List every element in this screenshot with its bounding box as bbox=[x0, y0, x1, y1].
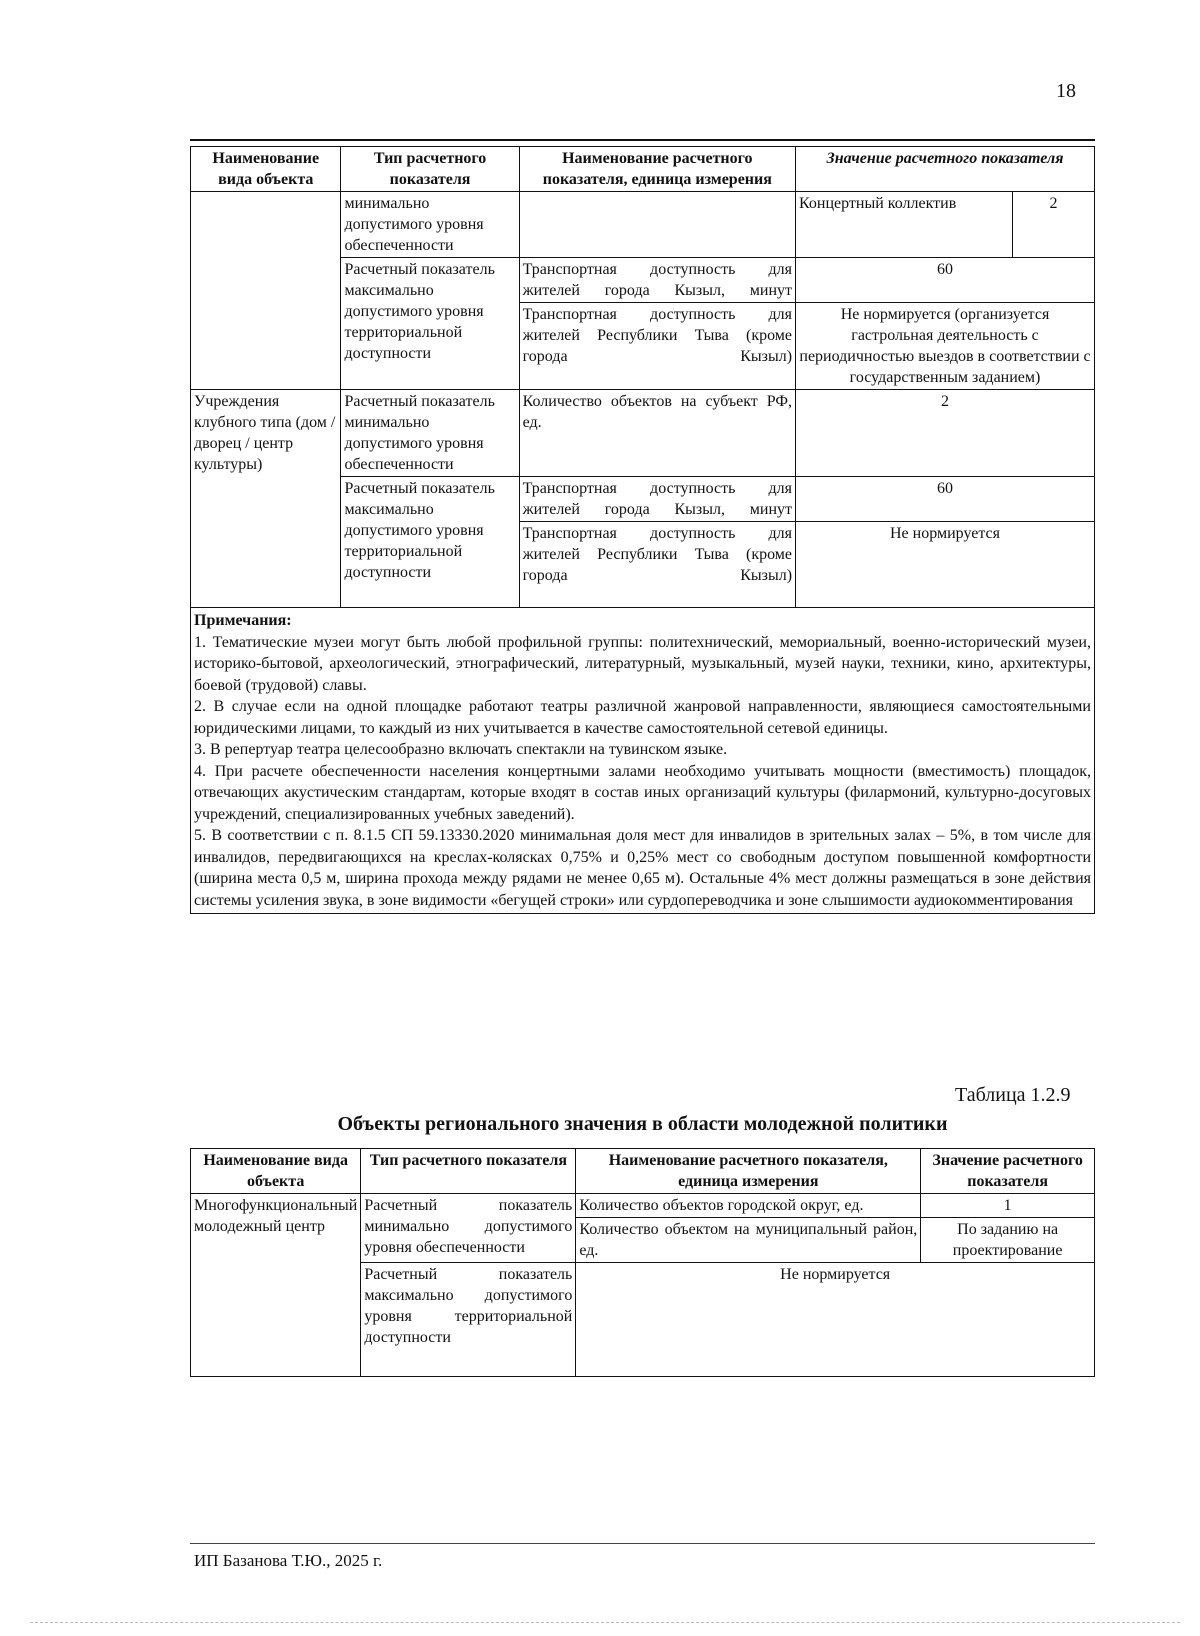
notes-row bbox=[191, 608, 1095, 914]
object-cell-empty bbox=[191, 192, 341, 390]
footer-rule bbox=[190, 1543, 1095, 1544]
footer-text: ИП Базанова Т.Ю., 2025 г. bbox=[194, 1551, 383, 1570]
table-title: Объекты регионального значения в области молодежной политики bbox=[337, 1113, 948, 1135]
page-number: 18 bbox=[1056, 80, 1076, 102]
type-cell: Расчетный показатель максимально допустимого уровня территориальной доступности bbox=[361, 1263, 576, 1377]
value-name-cell: Концертный коллектив bbox=[796, 192, 1013, 258]
indicator-cell: Транспортная доступность для жителей Республики Тыва (кроме города Кызыл) bbox=[519, 303, 795, 390]
indicator-cell: Количество объектом на муниципальный район, ед. bbox=[576, 1218, 921, 1263]
header-indicator: Наименование расчетного показателя, единица измерения bbox=[519, 147, 795, 192]
type-cell: Расчетный показатель максимально допустимого уровня территориальной доступности bbox=[341, 477, 519, 608]
youth-policy-table bbox=[190, 1148, 1095, 1377]
value-cell: 60 bbox=[796, 477, 1095, 522]
type-cell: минимально допустимого уровня обеспеченности bbox=[341, 192, 519, 258]
note-item: 3. В репертуар театра целесообразно включать спектакли на тувинском языке. bbox=[194, 741, 728, 758]
value-cell: 60 bbox=[796, 258, 1095, 303]
header-value: Значение расчетного показателя bbox=[921, 1149, 1095, 1194]
indicator-cell: Транспортная доступность для жителей города Кызыл, минут bbox=[519, 477, 795, 522]
note-item: 5. В соответствии с п. 8.1.5 СП 59.13330.2020 минимальная доля мест для инвалидов в зрительных залах – 5%, в том числе для инвалидов, передвигающихся на креслах-колясках 0,75% и 0,25% мест со свободным доступом повышенной комфортности (ширина места 0,5 м, ширина прохода между рядами не менее 0,65 м). Остальные 4% мест должны размещаться в зоне действия системы усиления звука, в зоне видимости «бегущей строки» или сурдопереводчика и зоне слышимости аудиокомментирования bbox=[194, 827, 1091, 909]
value-cell: 2 bbox=[796, 390, 1095, 477]
value-cell: Не нормируется (организуется гастрольная деятельность с периодичностью выездов в соответствии с государственным заданием) bbox=[796, 303, 1095, 390]
indicator-cell: Транспортная доступность для жителей Республики Тыва (кроме города Кызыл) bbox=[519, 522, 795, 608]
table-top-rule bbox=[190, 139, 1095, 141]
table-header-row bbox=[191, 147, 1095, 192]
note-item: 4. При расчете обеспеченности населения концертными залами необходимо учитывать мощности (вместимость) площадок, отвечающих акустическим стандартам, которые входят в состав иных организаций культуры (филармоний, культурно-досуговых учреждений, специализированных учебных заведений). bbox=[194, 762, 1091, 823]
table-label: Таблица 1.2.9 bbox=[955, 1084, 1071, 1106]
table-row bbox=[191, 192, 1095, 258]
indicator-cell: Количество объектов на субъект РФ, ед. bbox=[519, 390, 795, 477]
notes-title: Примечания: bbox=[194, 612, 292, 629]
object-cell: Учреждения клубного типа (дом / дворец / центр культуры) bbox=[191, 390, 341, 608]
culture-standards-table bbox=[190, 146, 1095, 914]
header-object: Наименование вида объекта bbox=[191, 147, 341, 192]
header-type: Тип расчетного показателя bbox=[341, 147, 519, 192]
header-type: Тип расчетного показателя bbox=[361, 1149, 576, 1194]
note-item: 1. Тематические музеи могут быть любой профильной группы: политехнический, мемориальный, военно-исторический музеи, историко-бытовой, археологический, этнографический, литературный, музыкальный, музей науки, техники, кино, архитектуры, боевой (трудовой) славы. bbox=[194, 633, 1091, 694]
type-cell: Расчетный показатель максимально допустимого уровня территориальной доступности bbox=[341, 258, 519, 390]
object-cell: Многофункциональный молодежный центр bbox=[191, 1194, 361, 1377]
notes-cell bbox=[191, 608, 1095, 914]
note-item: 2. В случае если на одной площадке работают театры различной жанровой направленности, являющиеся самостоятельными юридическими лицами, то каждый из них учитывается в качестве самостоятельной сетевой единицы. bbox=[194, 698, 1091, 737]
type-cell: Расчетный показатель минимально допустимого уровня обеспеченности bbox=[341, 390, 519, 477]
header-indicator: Наименование расчетного показателя, единица измерения bbox=[576, 1149, 921, 1194]
scan-edge-marks bbox=[30, 1622, 1180, 1623]
header-object: Наименование вида объекта bbox=[191, 1149, 361, 1194]
table-header-row bbox=[191, 1149, 1095, 1194]
value-cell: По заданию на проектирование bbox=[921, 1218, 1095, 1263]
header-value: Значение расчетного показателя bbox=[796, 147, 1095, 192]
indicator-cell-empty bbox=[519, 192, 795, 258]
value-cell: 1 bbox=[921, 1194, 1095, 1218]
table-row bbox=[191, 390, 1095, 477]
indicator-cell: Транспортная доступность для жителей города Кызыл, минут bbox=[519, 258, 795, 303]
value-num-cell: 2 bbox=[1013, 192, 1095, 258]
value-cell: Не нормируется bbox=[796, 522, 1095, 608]
type-cell: Расчетный показатель минимально допустимого уровня обеспеченности bbox=[361, 1194, 576, 1263]
indicator-cell: Количество объектов городской округ, ед. bbox=[576, 1194, 921, 1218]
value-cell: Не нормируется bbox=[576, 1263, 1095, 1377]
table-row bbox=[191, 1194, 1095, 1218]
